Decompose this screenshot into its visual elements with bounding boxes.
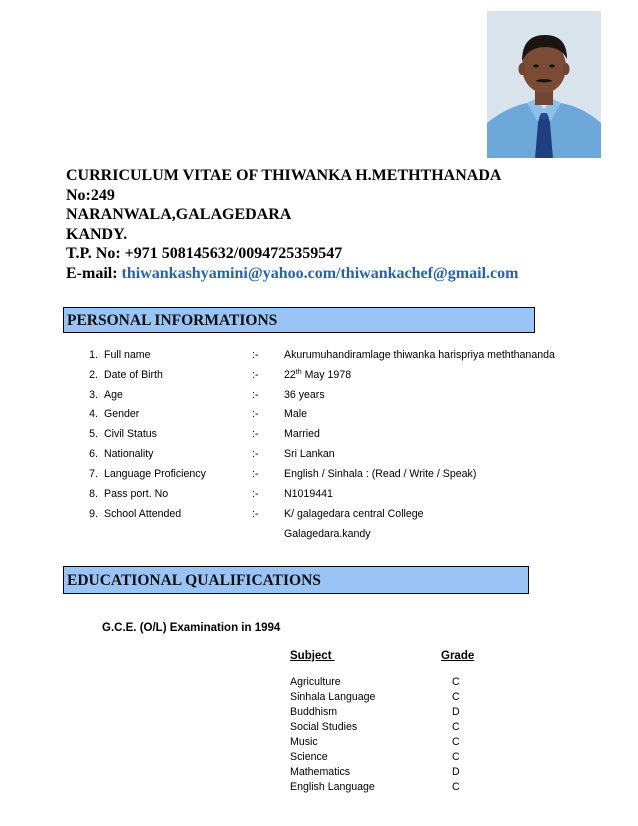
field-value: Male xyxy=(284,408,307,420)
subject-name: Social Studies xyxy=(290,721,358,733)
field-value: Galagedara.kandy xyxy=(284,528,371,540)
field-value: Married xyxy=(284,428,320,440)
field-label: Pass port. No xyxy=(104,488,169,500)
field-label: Full name xyxy=(104,349,151,361)
field-label: Civil Status xyxy=(104,428,157,440)
field-value: N1019441 xyxy=(284,488,333,500)
address-line-1: No:249 xyxy=(66,186,115,204)
email-line xyxy=(66,264,518,284)
field-label: Nationality xyxy=(104,448,154,460)
table-row xyxy=(290,781,375,796)
subject-name: English Language xyxy=(290,781,375,793)
address-line-2: NARANWALA,GALAGEDARA xyxy=(66,206,292,223)
grade-cell: C xyxy=(452,676,460,688)
table-row xyxy=(290,721,357,736)
field-label: Gender xyxy=(104,408,140,420)
email-label: E-mail: xyxy=(66,264,118,282)
field-label: Language Proficiency xyxy=(104,468,206,480)
profile-photo xyxy=(487,11,601,158)
table-row xyxy=(290,751,328,766)
subject-column-header: Subject xyxy=(290,650,335,662)
subject-name: Agriculture xyxy=(290,676,341,688)
grade-cell: C xyxy=(452,751,460,763)
table-row xyxy=(290,706,337,721)
table-row xyxy=(290,766,350,781)
subject-name: Buddhism xyxy=(290,706,338,718)
grade-cell: D xyxy=(452,766,460,778)
subject-name: Sinhala Language xyxy=(290,691,376,703)
gce-ol-title: G.C.E. (O/L) Examination in 1994 xyxy=(102,622,281,634)
address-line-3: KANDY. xyxy=(66,225,128,243)
field-value: 36 years xyxy=(284,389,325,401)
grade-cell: C xyxy=(452,736,460,748)
personal-info-heading: PERSONAL INFORMATIONS xyxy=(63,307,535,333)
subject-name: Music xyxy=(290,736,318,748)
field-value: K/ galagedara central College xyxy=(284,508,424,520)
field-label: School Attended xyxy=(104,508,182,520)
phone-line: T.P. No: +971 508145632/0094725359547 xyxy=(66,245,343,262)
grade-cell: D xyxy=(452,706,460,718)
subject-name: Mathematics xyxy=(290,766,351,778)
subject-name: Science xyxy=(290,751,328,763)
field-value: 22th May 1978 xyxy=(284,369,352,381)
grade-cell: C xyxy=(452,781,460,793)
table-row xyxy=(290,691,375,706)
table-row xyxy=(290,676,341,691)
education-heading: EDUCATIONAL QUALIFICATIONS xyxy=(63,566,529,594)
grade-cell: C xyxy=(452,721,460,733)
grade-cell: C xyxy=(452,691,460,703)
field-value: Akurumuhandiramlage thiwanka harispriya meththananda xyxy=(284,349,555,361)
field-label: Date of Birth xyxy=(104,369,163,381)
field-label: Age xyxy=(104,389,123,401)
email-link[interactable]: thiwankashyamini@yahoo.com/thiwankachef@gmail.com xyxy=(121,264,519,282)
cv-title: CURRICULUM VITAE OF THIWANKA H.METHTHANADA xyxy=(66,167,502,184)
field-value: English / Sinhala : (Read / Write / Speak) xyxy=(284,468,477,480)
cv-header xyxy=(66,166,518,283)
field-value: Sri Lankan xyxy=(284,448,335,460)
table-row xyxy=(290,736,318,751)
grade-column-header: Grade xyxy=(441,650,475,662)
